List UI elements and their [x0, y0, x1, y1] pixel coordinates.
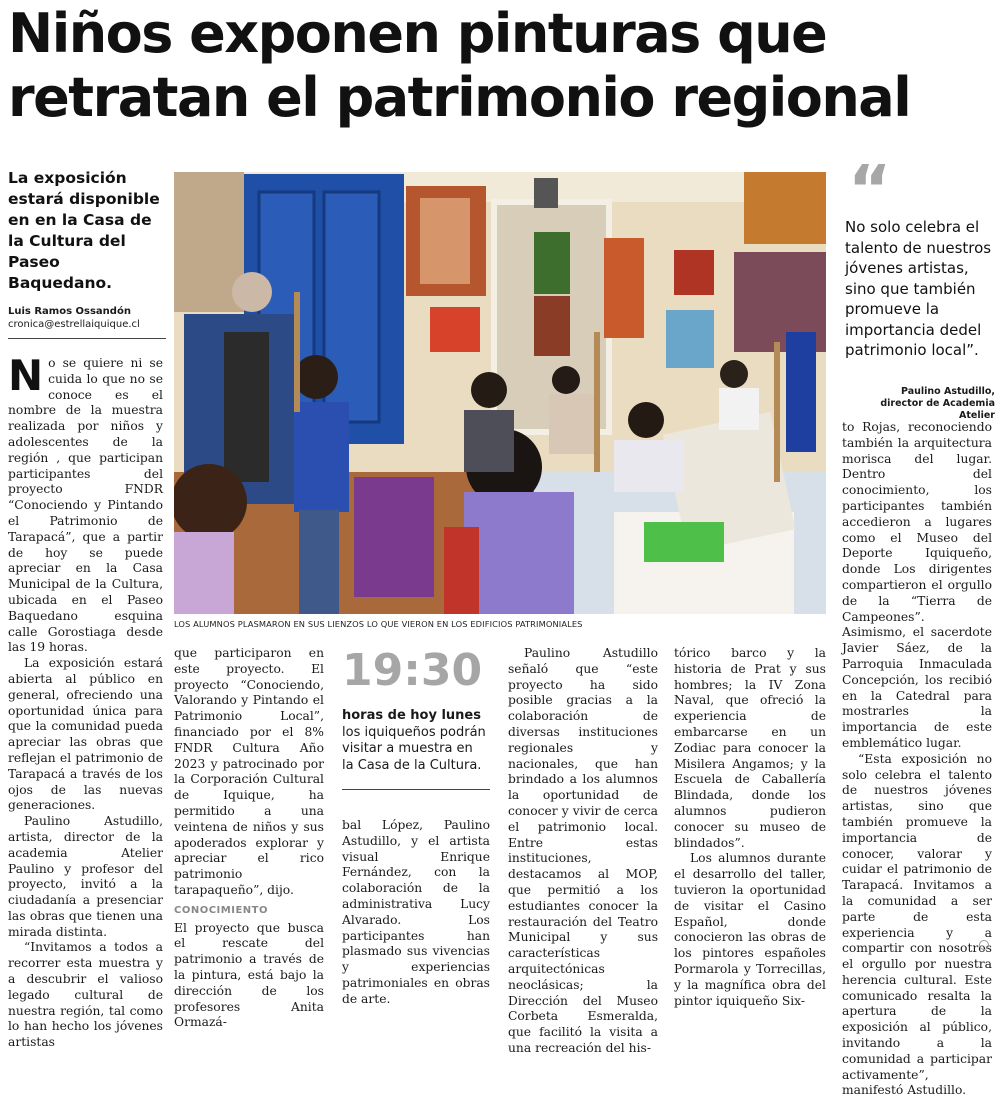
pull-quote: No solo celebra el talento de nuestros jóvenes artistas, sino que también promueve la importancia dedel patrimonio local”. [845, 218, 992, 359]
byline [8, 305, 168, 331]
author-name: Luis Ramos Ossandón [8, 306, 131, 317]
photo-caption: LOS ALUMNOS PLASMARON EN SUS LIENZOS LO QUE VIERON EN LOS EDIFICIOS PATRIMONIALES [174, 619, 583, 629]
article-column-2 [174, 646, 324, 1031]
highlight-number: 19:30 [342, 645, 483, 696]
article-column-1 [8, 351, 163, 1051]
drop-cap: N [8, 351, 44, 400]
quote-mark-icon: “ [848, 151, 892, 228]
end-mark-icon [979, 940, 989, 950]
article-photo [174, 172, 826, 614]
section-subhead: CONOCIMIENTO [174, 904, 268, 916]
paragraph: Los alumnos durante el desarrollo del taller, tuvieron la oportunidad de visitar el Casino Español, donde conocieron las obras de los pintores españoles Pormarola y Torrecillas, y la magnífica obra del pintor iquiqueño Six- [674, 851, 826, 1008]
paragraph: “Invitamos a todos a recorrer esta muestra y a descubrir el valioso legado cultural de nuestra región, tal como lo han hecho los jóvenes artistas [8, 940, 163, 1050]
paragraph: tórico barco y la historia de Prat y sus hombres; la IV Zona Naval, que ofreció la experiencia de embarcarse en un Zodiac para conocer la Misilera Angamos; y la Escuela de Caballería Blindada, donde los alumnos pudieron conocer su museo de blindados”. [674, 646, 826, 850]
author-email[interactable]: cronica@estrellaiquique.cl [8, 319, 140, 330]
paragraph: que participaron en este proyecto. El proyecto “Conociendo, Valorando y Pintando el Patrimonio Local”, financiado por el 8% FNDR Cultura Año 2023 y patrocinado por la Corporación Cultural de Iquique, ha permitido a una veintena de niños y sus apoderados explorar y apreciar el rico patrimonio tarapaqueño”, dijo. [174, 646, 324, 897]
headline: Niños exponen pinturas que retratan el patrimonio regional [8, 2, 911, 129]
paragraph: No se quiere ni se cuida lo que no se conoce es el nombre de la muestra realizada por niños y adolescentes de la región , que participan participantes del proyecto FNDR “Conociendo y Pintando el Patrimonio de Tarapacá”, que a partir de hoy se puede apreciar en la Casa Municipal de la Cultura, ubicada en el Paseo Baquedano esquina calle Gorostiaga desde las 19 horas. [8, 351, 163, 655]
article-column-6 [842, 420, 992, 1099]
paragraph: “Esta exposición no solo celebra el talento de nuestros jóvenes artistas, sino que también promueve la importancia de conocer, valorar y cuidar el patrimonio de Tarapacá. Invitamos a la comunidad a ser parte de esta experiencia y a compartir con nosotros el orgullo por nuestra herencia cultural. Este comunicado resalta la apertura de la exposición al público, invitando a la comunidad a participar activamente”, manifestó Astudillo. [842, 751, 992, 1098]
paragraph: La exposición estará abierta al público en general, ofreciendo una oportunidad única para que la comunidad pueda apreciar las obras que reflejan el patrimonio de Tarapacá a través de los ojos de las nuevas generaciones. [8, 656, 163, 813]
paragraph: El proyecto que busca el rescate del patrimonio a través de la pintura, está bajo la dirección de los profesores Anita Ormazá- [174, 920, 324, 1030]
paragraph: to Rojas, reconociendo también la arquitectura morisca del lugar. Dentro del conocimiento, los participantes también accedieron a lugares como el Museo del Deporte Iquiqueño, donde Los dirigentes compartieron el orgullo de la “Tierra de Campeones”. Asimismo, el sacerdote Javier Sáez, de la Parroquia Inmaculada Concepción, los recibió en la Catedral para mostrarles la importancia de este emblemático lugar. [842, 420, 992, 750]
highlight-text: horas de hoy lunes los iquiqueños podrán visitar a muestra en la Casa de la Cultura. [342, 708, 486, 773]
article-column-5 [674, 646, 826, 1009]
article-column-4 [508, 646, 658, 1057]
lead-summary: La exposición estará disponible en en la Casa de la Cultura del Paseo Baquedano. [8, 169, 160, 292]
pull-quote-attribution: Paulino Astudillo, director de Academia Atelier [880, 386, 995, 421]
byline-divider [8, 338, 166, 339]
article-column-3 [342, 818, 490, 1008]
paragraph: bal López, Paulino Astudillo, y el artista visual Enrique Fernández, con la colaboración de la administrativa Lucy Alvarado. Los participantes han plasmado sus vivencias y experiencias patrimoniales en obras de arte. [342, 818, 490, 1006]
highlight-divider [342, 789, 490, 790]
paragraph: Paulino Astudillo, artista, director de la academia Atelier Paulino y profesor del proyecto, invitó a la ciudadanía a presenciar las obras que tienen una mirada distinta. [8, 814, 163, 939]
paragraph: Paulino Astudillo señaló que “este proyecto ha sido posible gracias a la colaboración de diversas instituciones regionales y nacionales, que han brindado a los alumnos la oportunidad de conocer y vivir de cerca el patrimonio local. Entre estas instituciones, destacamos al MOP, que permitió a los estudiantes conocer la restauración del Teatro Municipal y sus características arquitectónicas neoclásicas; la Dirección del Museo Corbeta Esmeralda, que facilitó la visita a una recreación del his- [508, 646, 658, 1055]
